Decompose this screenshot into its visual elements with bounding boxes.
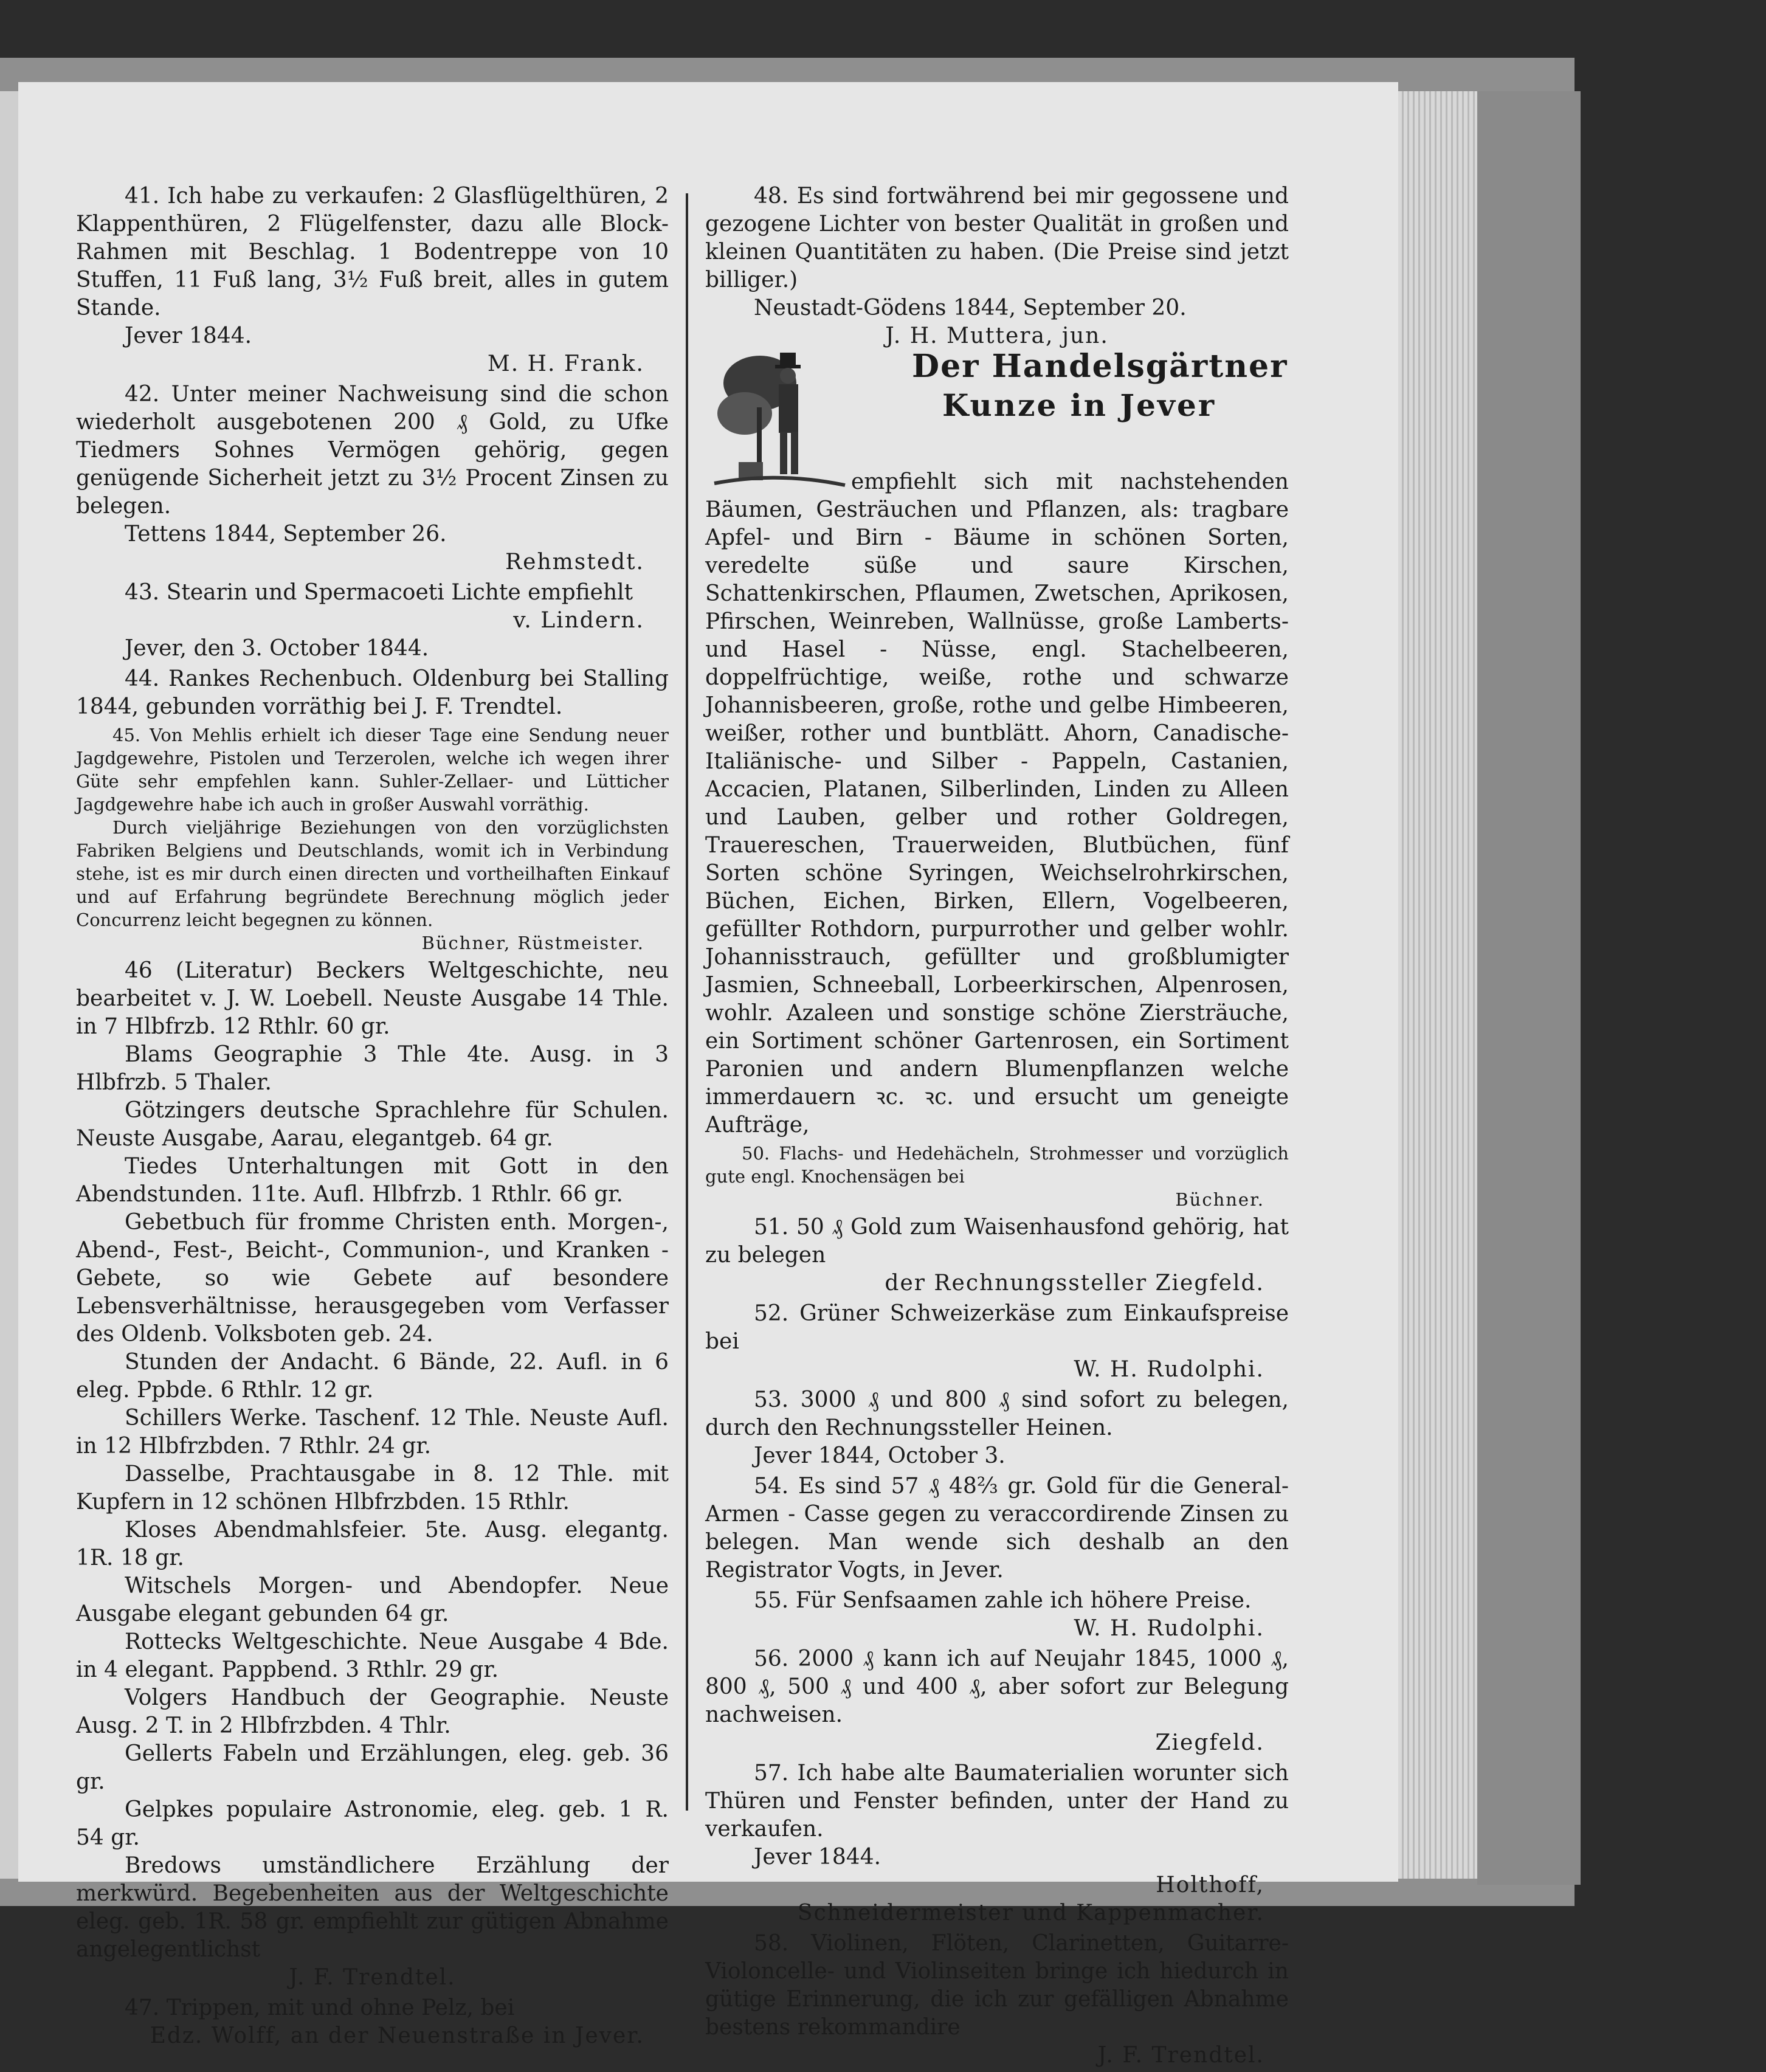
notice-45-text-2: Durch vieljährige Beziehungen von den vorzüglichsten Fabriken Belgiens und Deutschlands, womit ich in Verbindung stehe, ist es mir durch einen directen und vortheilhaften Einkauf und auf Erfahrung begründete Berechnung möglich jeder Concurrenz leicht begegnen zu können.	[76, 817, 669, 930]
notice-53	[705, 1386, 1289, 1470]
left-column	[76, 182, 669, 2053]
notice-41-text: 41. Ich habe zu verkaufen: 2 Glasflügelthüren, 2 Klappenthüren, 2 Flügelfenster, dazu alle Block-Rahmen mit Beschlag. 1 Bodentreppe von 10 Stuffen, 11 Fuß lang, 3½ Fuß breit, alles in gutem Stande.	[76, 184, 669, 320]
book-item: Bredows umständlichere Erzählung der merkwürd. Begebenheiten aus der Weltgeschichte eleg. geb. 1R. 58 gr. empfiehlt zur gütigen Abnahme angelegentlichst	[76, 1853, 669, 1962]
book-item: Blams Geographie 3 Thle 4te. Ausg. in 3 Hlbfrzb. 5 Thaler.	[76, 1042, 669, 1095]
notice-50-text: 50. Flachs- und Hedehächeln, Strohmesser und vorzüglich gute engl. Knochensägen bei	[705, 1143, 1289, 1187]
notice-57	[705, 1759, 1289, 1927]
notice-48-date: Neustadt-Gödens 1844, September 20.	[754, 295, 1187, 320]
gardener-advertisement	[705, 348, 1289, 1139]
notice-47	[76, 1994, 669, 2050]
column-divider	[686, 193, 688, 1811]
notice-53-text: 53. 3000 ₰ und 800 ₰ sind sofort zu belegen, durch den Rechnungssteller Heinen.	[705, 1387, 1289, 1440]
notice-57-occupation: Schneidermeister und Kappenmacher.	[797, 1901, 1264, 1925]
book-item: Dasselbe, Prachtausgabe in 8. 12 Thle. mit Kupfern in 12 schönen Hlbfrzbden. 15 Rthlr.	[76, 1462, 669, 1514]
book-item: 46 (Literatur) Beckers Weltgeschichte, neu bearbeitet v. J. W. Loebell. Neuste Ausgabe 14 Thle. in 7 Hlbfrzb. 12 Rthlr. 60 gr.	[76, 958, 669, 1039]
page-stack-edge	[1398, 91, 1477, 1879]
notice-46-book-list	[76, 957, 669, 1992]
ad-header	[705, 348, 1289, 468]
notice-48-signature: J. H. Muttera, jun.	[885, 323, 1109, 348]
notice-42-date: Tettens 1844, September 26.	[125, 522, 447, 547]
notice-43	[76, 579, 669, 663]
notice-41-signature: M. H. Frank.	[487, 351, 644, 376]
notice-44-text: 44. Rankes Rechenbuch. Oldenburg bei Stalling 1844, gebunden vorräthig bei J. F. Trendtel.	[76, 666, 669, 719]
notice-51	[705, 1214, 1289, 1297]
notice-58-signature: J. F. Trendtel.	[1097, 2043, 1264, 2068]
book-board	[1477, 91, 1581, 1885]
right-column	[705, 182, 1289, 2072]
notice-56-signature: Ziegfeld.	[1155, 1730, 1264, 1755]
notice-43-date: Jever, den 3. October 1844.	[125, 636, 429, 661]
book-item: Schillers Werke. Taschenf. 12 Thle. Neuste Aufl. in 12 Hlbfrzbden. 7 Rthlr. 24 gr.	[76, 1406, 669, 1459]
notice-53-date: Jever 1844, October 3.	[754, 1443, 1005, 1468]
gardener-illustration	[708, 347, 848, 499]
ad-body: empfiehlt sich mit nachstehenden Bäumen, Gesträuchen und Pflanzen, als: tragbare Apfel- und Birn - Bäume in schönen Sorten, veredelte süße und saure Kirschen, Schattenkirschen, Pflaumen, Zwetschen, Aprikosen, Pfirschen, Weinreben, Wallnüsse, große Lamberts- und Hasel - Nüsse, engl. Stachelbeeren, doppelfrüchtige, weiße, rothe und schwarze Johannisbeeren, große, rothe und gelbe Himbeeren, weißer, rother und buntblätt. Ahorn, Canadische- Italiänische- und Silber - Pappeln, Castanien, Accacien, Platanen, Silberlinden, Linden zu Alleen und Lauben, gelber und rother Goldregen, Trauereschen, Trauerweiden, Blutbüchen, fünf Sorten schöne Syringen, Weichselrohrkirschen, Büchen, Eichen, Birken, Ellern, Vogelbeeren, gefüllter Rothdorn, purpurrother und gelber wohlr. Johannisstrauch, gefüllter und großblumigter Jasmien, Schneeball, Lorbeerkirschen, Alpenrosen, wohlr. Azaleen und sonstige schöne Ziersträuche, ein Sortiment schöner Gartenrosen, ein Sortiment Paronien und andern Blumenpflanzen welche immerdauern ꝛc. ꝛc. und ersucht um geneigte Aufträge,	[705, 469, 1289, 1138]
notice-58	[705, 1930, 1289, 2070]
notice-54-text: 54. Es sind 57 ₰ 48⅔ gr. Gold für die General-Armen - Casse gegen zu veraccordirende Zinsen zu belegen. Man wende sich deshalb an den Registrator Vogts, in Jever.	[705, 1474, 1289, 1583]
book-item: Witschels Morgen- und Abendopfer. Neue Ausgabe elegant gebunden 64 gr.	[76, 1573, 669, 1626]
notice-44	[76, 665, 669, 721]
notice-41	[76, 182, 669, 378]
notice-50-signature: Büchner.	[1175, 1189, 1264, 1210]
ad-title: Der Handelsgärtner	[912, 348, 1288, 385]
notice-45-signature: Büchner, Rüstmeister.	[421, 933, 644, 953]
book-item: Stunden der Andacht. 6 Bände, 22. Aufl. in 6 eleg. Ppbde. 6 Rthlr. 12 gr.	[76, 1350, 669, 1403]
book-item: Tiedes Unterhaltungen mit Gott in den Abendstunden. 11te. Aufl. Hlbfrzb. 1 Rthlr. 66 gr.	[76, 1154, 669, 1207]
notice-55	[705, 1587, 1289, 1643]
notice-48-text: 48. Es sind fortwährend bei mir gegossene und gezogene Lichter von bester Qualität in großen und kleinen Quantitäten zu haben. (Die Preise sind jetzt billiger.)	[705, 184, 1289, 292]
notice-58-text: 58. Violinen, Flöten, Clarinetten, Guitarre-Violoncelle- und Violinseiten bringe ich hiedurch in gütige Erinnerung, die ich zur gefälligen Abnahme bestens rekommandire	[705, 1931, 1289, 2040]
notice-42-signature: Rehmstedt.	[505, 550, 644, 575]
notice-54	[705, 1473, 1289, 1584]
notice-56	[705, 1645, 1289, 1757]
notice-50	[705, 1142, 1289, 1211]
notice-43-text: 43. Stearin und Spermacoeti Lichte empfiehlt	[125, 580, 633, 605]
book-item: Kloses Abendmahlsfeier. 5te. Ausg. elegantg. 1R. 18 gr.	[76, 1518, 669, 1570]
notice-51-text: 51. 50 ₰ Gold zum Waisenhausfond gehörig, hat zu belegen	[705, 1215, 1289, 1268]
book-item: Volgers Handbuch der Geographie. Neuste Ausg. 2 T. in 2 Hlbfrzbden. 4 Thlr.	[76, 1685, 669, 1738]
notice-57-text: 57. Ich habe alte Baumaterialien worunter sich Thüren und Fenster befinden, unter der Hand zu verkaufen.	[705, 1761, 1289, 1842]
notice-57-signature: Holthoff,	[1156, 1873, 1264, 1898]
notice-55-signature: W. H. Rudolphi.	[1074, 1616, 1264, 1641]
notice-46-signature: J. F. Trendtel.	[289, 1965, 456, 1990]
book-item: Rottecks Weltgeschichte. Neue Ausgabe 4 Bde. in 4 elegant. Pappbend. 3 Rthlr. 29 gr.	[76, 1629, 669, 1682]
notice-52-text: 52. Grüner Schweizerkäse zum Einkaufspreise bei	[705, 1301, 1289, 1354]
ad-subtitle: Kunze in Jever	[942, 387, 1216, 423]
notice-52	[705, 1300, 1289, 1384]
book-item: Gelpkes populaire Astronomie, eleg. geb. 1 R. 54 gr.	[76, 1797, 669, 1850]
notice-56-text: 56. 2000 ₰ kann ich auf Neujahr 1845, 1000 ₰, 800 ₰, 500 ₰ und 400 ₰, aber sofort zur Belegung nachweisen.	[705, 1646, 1289, 1727]
notice-47-signature: Edz. Wolff, an der Neuenstraße in Jever.	[150, 2023, 644, 2048]
notice-41-date: Jever 1844.	[125, 323, 252, 348]
book-item: Gebetbuch für fromme Christen enth. Morgen-, Abend-, Fest-, Beicht-, Communion-, und Kranken - Gebete, so wie Gebete auf besondere Lebensverhältnisse, herausgegeben vom Verfasser des Oldenb. Volksboten geb. 24.	[76, 1210, 669, 1347]
notice-43-signature: v. Lindern.	[513, 608, 644, 633]
notice-42-text: 42. Unter meiner Nachweisung sind die schon wiederholt ausgebotenen 200 ₰ Gold, zu Ufke Tiedmers Sohnes Vermögen gehörig, gegen genügende Sicherheit jetzt zu 3½ Procent Zinsen zu belegen.	[76, 382, 669, 519]
notice-52-signature: W. H. Rudolphi.	[1074, 1357, 1264, 1382]
notice-45	[76, 723, 669, 955]
notice-55-text: 55. Für Senfsaamen zahle ich höhere Preise.	[754, 1588, 1252, 1613]
notice-45-text: 45. Von Mehlis erhielt ich dieser Tage eine Sendung neuer Jagdgewehre, Pistolen und Terzerolen, welche ich wegen ihrer Güte sehr empfehlen kann. Suhler-Zellaer- und Lütticher Jagdgewehre habe ich auch in großer Auswahl vorräthig.	[76, 725, 669, 815]
book-item: Gellerts Fabeln und Erzählungen, eleg. geb. 36 gr.	[76, 1741, 669, 1794]
notice-51-signature: der Rechnungssteller Ziegfeld.	[885, 1271, 1264, 1296]
book-item: Götzingers deutsche Sprachlehre für Schulen. Neuste Ausgabe, Aarau, elegantgeb. 64 gr.	[76, 1098, 669, 1151]
notice-47-text: 47. Trippen, mit und ohne Pelz, bei	[125, 1995, 515, 2020]
notice-57-date: Jever 1844.	[754, 1845, 881, 1870]
notice-48	[705, 182, 1289, 350]
notice-42	[76, 381, 669, 576]
